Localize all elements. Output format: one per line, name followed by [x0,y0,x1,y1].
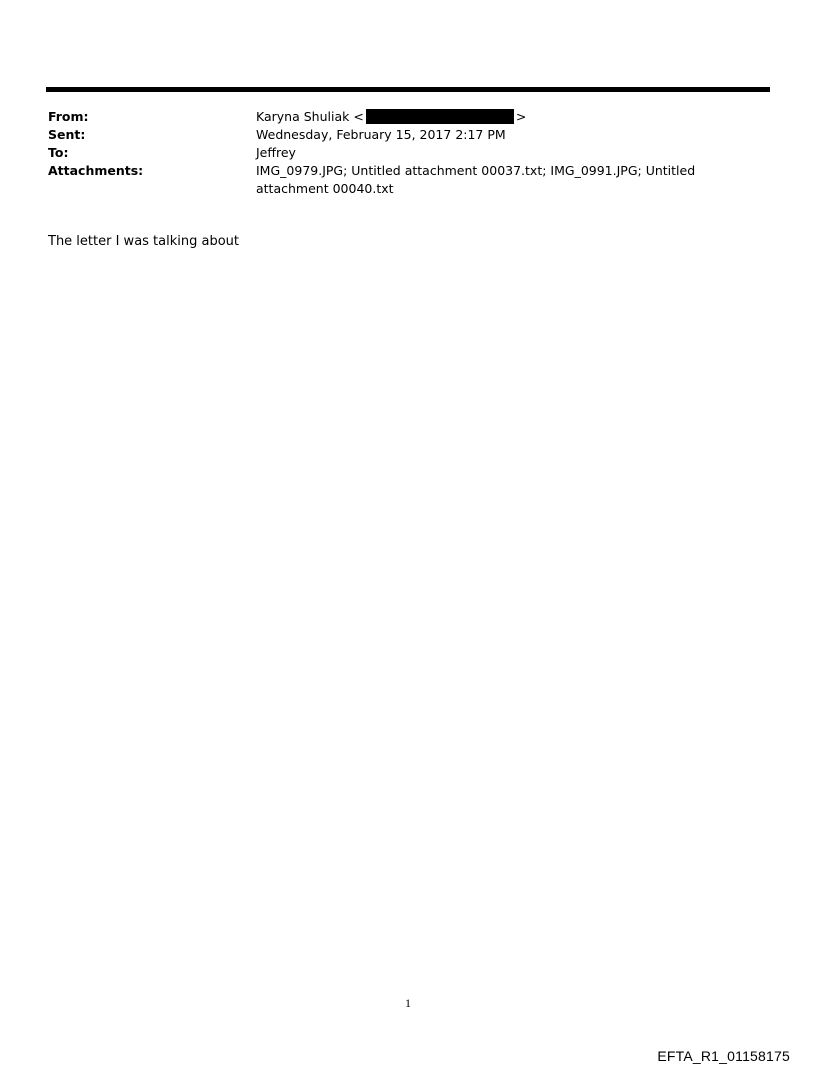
attachments-label: Attachments: [48,163,144,178]
from-row [48,108,768,126]
redaction-box [366,109,514,124]
bates-number: EFTA_R1_01158175 [657,1048,790,1064]
sent-row [48,126,768,144]
to-value: Jeffrey [256,145,296,160]
email-header [48,108,768,198]
to-label: To: [48,145,69,160]
from-value [256,108,756,126]
attachments-value: IMG_0979.JPG; Untitled attachment 00037.txt; IMG_0991.JPG; Untitled attachment 00040.txt [256,163,696,196]
from-label: From: [48,109,89,124]
to-row [48,144,768,162]
sender-name: Karyna Shuliak < [256,109,364,124]
email-body: The letter I was talking about [48,234,240,249]
page-number: 1 [405,996,411,1010]
sent-value: Wednesday, February 15, 2017 2:17 PM [256,127,506,142]
sender-email-close: > [515,109,527,124]
header-rule [46,87,770,92]
sent-label: Sent: [48,127,86,142]
attachments-row [48,162,768,198]
